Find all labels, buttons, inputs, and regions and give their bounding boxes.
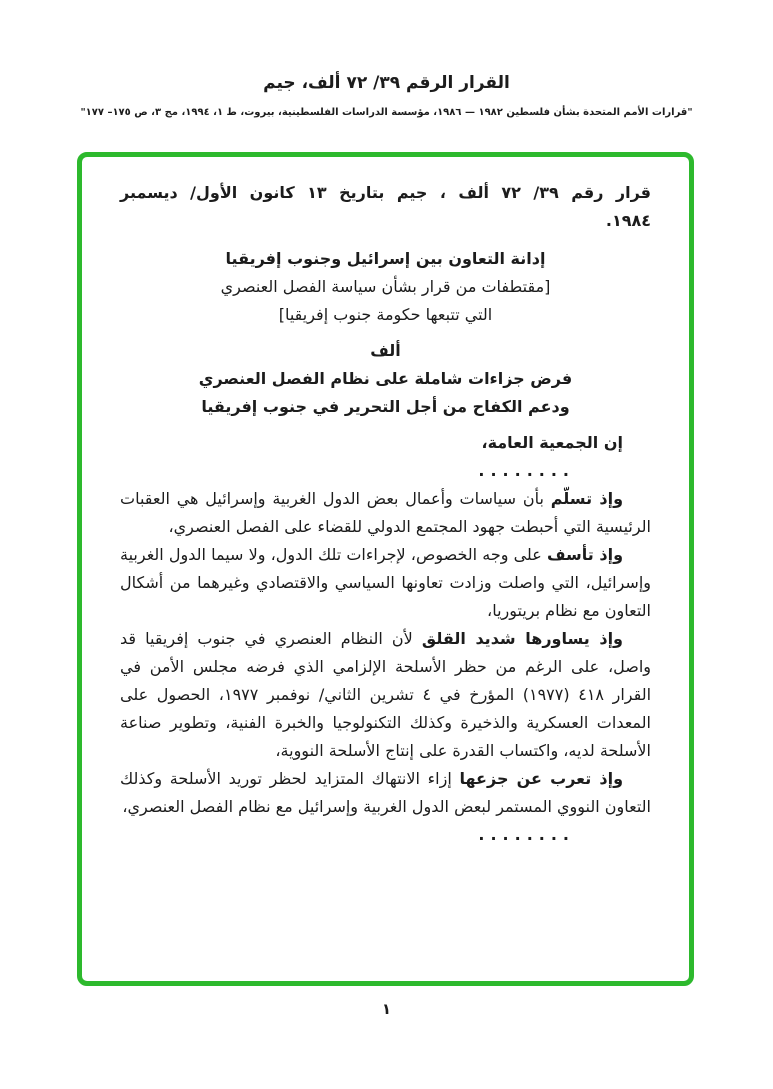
preambular-paragraph-1 [120,485,651,541]
resolution-intro-line2: ١٩٨٤. [605,211,651,230]
paragraph-lead: وإذ تسلّم [550,489,624,508]
preamble-opening: إن الجمعية العامة، [481,433,623,452]
omission-dots-bottom: ........ [478,825,575,844]
source-citation: "قرارات الأمم المتحدة بشأن فلسطين ١٩٨٢ — ١٩٨٦، مؤسسة الدراسات الفلسطينية، بيروت، ط ١، ١٩٩٤، مج ٣، ص ١٧٥– ١٧٧" [80,106,693,118]
paragraph-text: إزاء الانتهاك المتزايد لحظر توريد الأسلحة وكذلك التعاون النووي المستمر لبعض الدول الغربية وإسرائيل مع نظام الفصل العنصري، [120,769,651,816]
paragraph-text: بأن سياسات وأعمال بعض الدول الغربية وإسرائيل هي العقبات الرئيسية التي أحبطت جهود المجتمع الدولي للقضاء على الفصل العنصري، [120,489,651,536]
paragraph-lead: وإذ تعرب عن جزعها [459,769,624,788]
resolution-intro-line1: قرار رقم ٣٩/ ٧٢ ألف ، جيم بتاريخ ١٣ كانون الأول/ ديسمبر [120,183,652,202]
section-title-line1: فرض جزاءات شاملة على نظام الفصل العنصري [198,369,573,388]
bracket-note-line2: التي تتبعها حكومة جنوب إفريقيا] [278,305,493,324]
preambular-paragraph-3 [120,625,651,765]
section-title-line2: ودعم الكفاح من أجل التحرير في جنوب إفريقيا [201,397,570,416]
page-header [0,0,773,118]
resolution-body-box [77,152,694,986]
resolution-number-title: القرار الرقم ٣٩/ ٧٢ ألف، جيم [263,73,510,93]
bracket-note-line1: [مقتطفات من قرار بشأن سياسة الفصل العنصري [220,277,551,296]
paragraph-text: على وجه الخصوص، لإجراءات تلك الدول، ولا سيما الدول الغربية وإسرائيل، التي واصلت وزادت تعاونها السياسي والاقتصادي وغيرهما من أشكال التعاون مع نظام بريتوريا، [120,545,651,620]
paragraph-lead: وإذ تأسف [546,545,624,564]
paragraph-text: لأن النظام العنصري في جنوب إفريقيا قد واصل، على الرغم من حظر الأسلحة الإلزامي الذي فرضه مجلس الأمن في القرار ٤١٨ (١٩٧٧) المؤرخ في ٤ تشرين الثاني/ نوفمبر ١٩٧٧، الحصول على المعدات العسكرية والذخيرة وكذلك التكنولوجيا والخبرة الفنية، وتطوير صناعة الأسلحة لديه، واكتساب القدرة على إنتاج الأسلحة النووية، [120,629,652,760]
preambular-paragraph-2 [120,541,651,625]
paragraph-lead: وإذ يساورها شديد القلق [421,629,624,648]
preambular-paragraph-4 [120,765,651,821]
section-letter: ألف [370,341,401,360]
resolution-title: إدانة التعاون بين إسرائيل وجنوب إفريقيا [225,249,546,268]
omission-dots-top: ........ [478,461,575,480]
page-number: ١ [381,1000,392,1018]
